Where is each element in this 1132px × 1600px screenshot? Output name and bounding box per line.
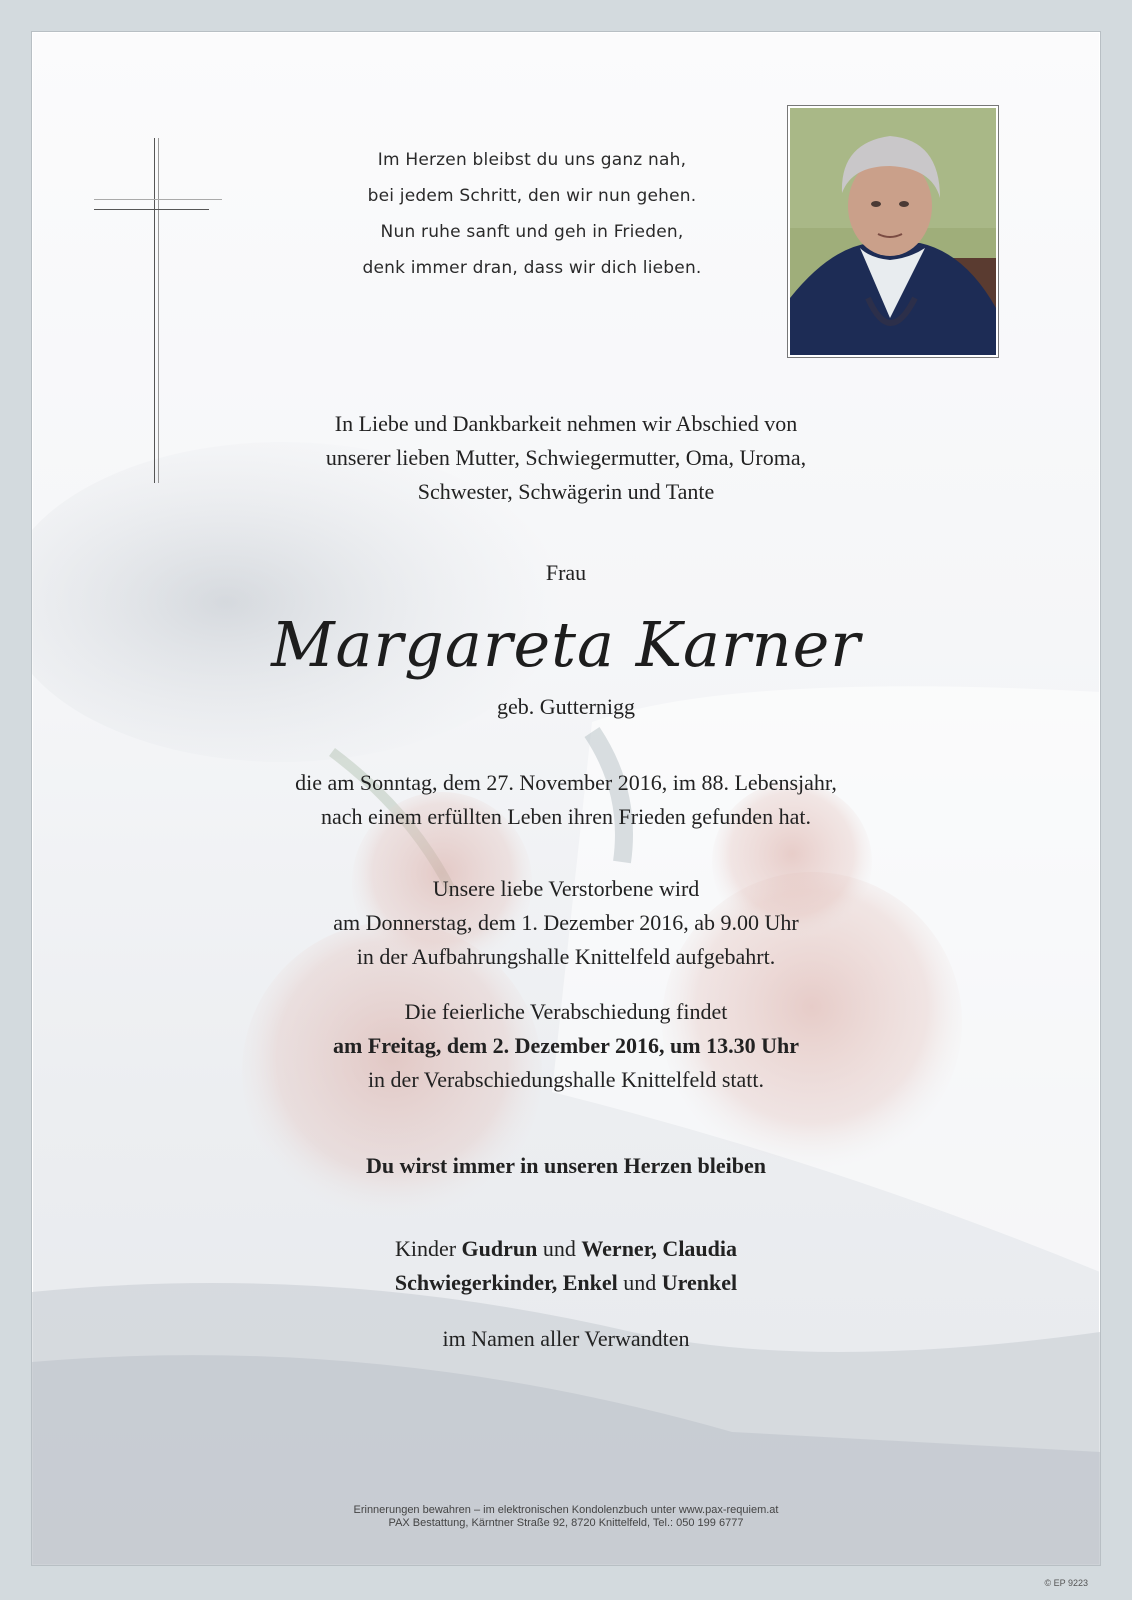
- footer-condolence-line: Erinnerungen bewahren – im elektronischen Kondolenzbuch unter www.pax-requiem.at: [353, 1504, 779, 1516]
- viewing-line: am Donnerstag, dem 1. Dezember 2016, ab 9.00 Uhr: [333, 910, 799, 935]
- footer: [32, 1504, 1100, 1530]
- family-line-2: [32, 1266, 1100, 1300]
- ceremony-line: Die feierliche Verabschiedung findet: [404, 999, 728, 1024]
- poem: [332, 142, 732, 286]
- closing: im Namen aller Verwandten: [442, 1326, 690, 1351]
- viewing-line: Unsere liebe Verstorbene wird: [432, 876, 700, 901]
- family-name: Gudrun: [461, 1236, 538, 1261]
- ceremony-info: [32, 995, 1100, 1097]
- poem-line: Im Herzen bleibst du uns ganz nah,: [377, 150, 687, 170]
- ceremony-line: in der Verabschiedungshalle Knittelfeld statt.: [367, 1067, 765, 1092]
- family-signature: [32, 1232, 1100, 1300]
- footer-address-line: PAX Bestattung, Kärntner Straße 92, 8720 Knittelfeld, Tel.: 050 199 6777: [388, 1517, 744, 1529]
- intro-text: [32, 407, 1100, 509]
- cross-horizontal-line: [94, 209, 209, 210]
- family-text: und: [537, 1236, 582, 1261]
- salutation: Frau: [545, 560, 587, 585]
- family-line-1: [32, 1232, 1100, 1266]
- poem-line: bei jedem Schritt, den wir nun gehen.: [367, 186, 697, 206]
- viewing-line: in der Aufbahrungshalle Knittelfeld aufgebahrt.: [356, 944, 776, 969]
- family-text: und: [617, 1270, 662, 1295]
- intro-line: Schwester, Schwägerin und Tante: [417, 479, 715, 504]
- portrait-photo-frame: [787, 105, 999, 358]
- death-line: die am Sonntag, dem 27. November 2016, im 88. Lebensjahr,: [295, 770, 837, 795]
- intro-line: In Liebe und Dankbarkeit nehmen wir Abschied von: [334, 411, 798, 436]
- birth-name: geb. Gutternigg: [496, 694, 636, 719]
- family-name: Urenkel: [661, 1270, 738, 1295]
- portrait-photo: [790, 108, 996, 355]
- family-name: Werner, Claudia: [581, 1236, 738, 1261]
- poem-line: Nun ruhe sanft und geh in Frieden,: [380, 222, 684, 242]
- death-line: nach einem erfüllten Leben ihren Frieden gefunden hat.: [321, 804, 811, 829]
- viewing-info: [32, 872, 1100, 974]
- document-code: © EP 9223: [1044, 1578, 1088, 1588]
- deceased-name: Margareta Karner: [271, 608, 861, 681]
- intro-line: unserer lieben Mutter, Schwiegermutter, Oma, Uroma,: [325, 445, 807, 470]
- ceremony-date-line: am Freitag, dem 2. Dezember 2016, um 13.30 Uhr: [333, 1033, 799, 1058]
- family-text: Kinder: [394, 1236, 462, 1261]
- cross-horizontal-shadow-line: [94, 199, 222, 200]
- family-name: Schwiegerkinder, Enkel: [394, 1270, 618, 1295]
- obituary-card: [31, 31, 1101, 1566]
- motto: Du wirst immer in unseren Herzen bleiben: [365, 1153, 767, 1178]
- death-notice: [32, 766, 1100, 834]
- poem-line: denk immer dran, dass wir dich lieben.: [362, 258, 702, 278]
